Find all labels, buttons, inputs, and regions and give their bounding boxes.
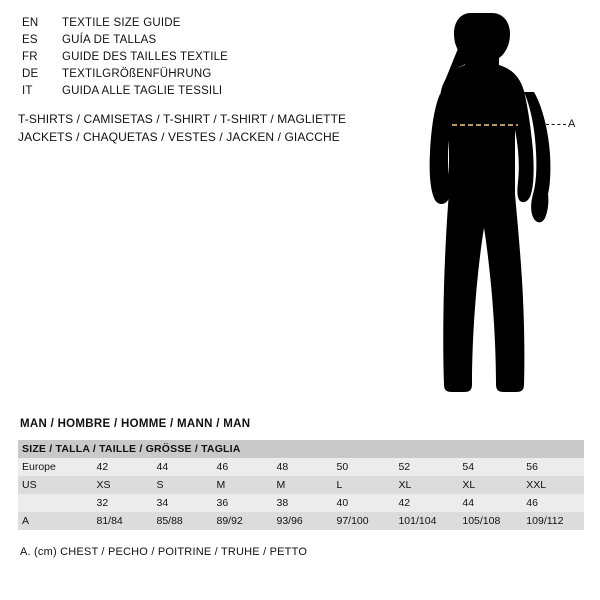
table-header-label: SIZE / TALLA / TAILLE / GRÖSSE / TAGLIA	[18, 440, 584, 458]
table-cell: 89/92	[211, 512, 271, 530]
row-label: A	[18, 512, 91, 530]
row-label: US	[18, 476, 91, 494]
legend-text: GUÍA DE TALLAS	[62, 34, 157, 46]
table-cell: 105/108	[456, 512, 520, 530]
table-cell: XS	[91, 476, 151, 494]
table-title: MAN / HOMBRE / HOMME / MANN / MAN	[20, 418, 251, 430]
legend-row	[22, 34, 352, 51]
legend-code: DE	[22, 68, 39, 80]
table-cell: 97/100	[331, 512, 393, 530]
table-cell: 36	[211, 494, 271, 512]
table-cell: 81/84	[91, 512, 151, 530]
table-header-row	[18, 440, 584, 458]
measure-dash-line	[546, 124, 566, 125]
table-cell: M	[211, 476, 271, 494]
legend-code: IT	[22, 85, 33, 97]
table-cell: 50	[331, 458, 393, 476]
table-row	[18, 458, 584, 476]
table-cell: 93/96	[271, 512, 331, 530]
table-cell: 54	[456, 458, 520, 476]
measure-label-a: A	[568, 118, 576, 130]
table-cell: 32	[91, 494, 151, 512]
table-cell: 109/112	[520, 512, 584, 530]
table-cell: S	[151, 476, 211, 494]
product-line-jackets: JACKETS / CHAQUETAS / VESTES / JACKEN / GIACCHE	[18, 130, 340, 144]
legend-row	[22, 51, 352, 68]
legend-row	[22, 17, 352, 34]
legend-code: EN	[22, 17, 39, 29]
man-silhouette-figure	[400, 12, 600, 402]
table-row	[18, 494, 584, 512]
table-cell: 46	[211, 458, 271, 476]
silhouette-icon	[400, 12, 600, 402]
footnote-chest-measure: A. (cm) CHEST / PECHO / POITRINE / TRUHE / PETTO	[20, 546, 308, 558]
table-cell: M	[271, 476, 331, 494]
table-cell: 85/88	[151, 512, 211, 530]
table-cell: 52	[392, 458, 456, 476]
table-cell: 34	[151, 494, 211, 512]
table-cell: 42	[392, 494, 456, 512]
row-label	[18, 494, 91, 512]
table-cell: 40	[331, 494, 393, 512]
table-row	[18, 476, 584, 494]
row-label: Europe	[18, 458, 91, 476]
table-cell: 42	[91, 458, 151, 476]
legend-row	[22, 85, 352, 102]
legend-text: TEXTILE SIZE GUIDE	[62, 17, 181, 29]
table-cell: 101/104	[392, 512, 456, 530]
size-table	[18, 440, 584, 530]
legend-code: ES	[22, 34, 38, 46]
table-cell: 44	[151, 458, 211, 476]
table-cell: 44	[456, 494, 520, 512]
table-cell: 48	[271, 458, 331, 476]
table-cell: XL	[456, 476, 520, 494]
legend-text: TEXTILGRÖßENFÜHRUNG	[62, 68, 212, 80]
table-row	[18, 512, 584, 530]
legend-code: FR	[22, 51, 38, 63]
table-cell: 46	[520, 494, 584, 512]
table-cell: XXL	[520, 476, 584, 494]
table-cell: 56	[520, 458, 584, 476]
legend-row	[22, 68, 352, 85]
product-line-tshirts: T-SHIRTS / CAMISETAS / T-SHIRT / T-SHIRT / MAGLIETTE	[18, 112, 347, 126]
legend-text: GUIDE DES TAILLES TEXTILE	[62, 51, 229, 63]
table-cell: L	[331, 476, 393, 494]
product-type-lines	[18, 110, 378, 146]
legend-text: GUIDA ALLE TAGLIE TESSILI	[62, 85, 223, 97]
table-cell: 38	[271, 494, 331, 512]
language-legend	[22, 17, 352, 102]
table-cell: XL	[392, 476, 456, 494]
